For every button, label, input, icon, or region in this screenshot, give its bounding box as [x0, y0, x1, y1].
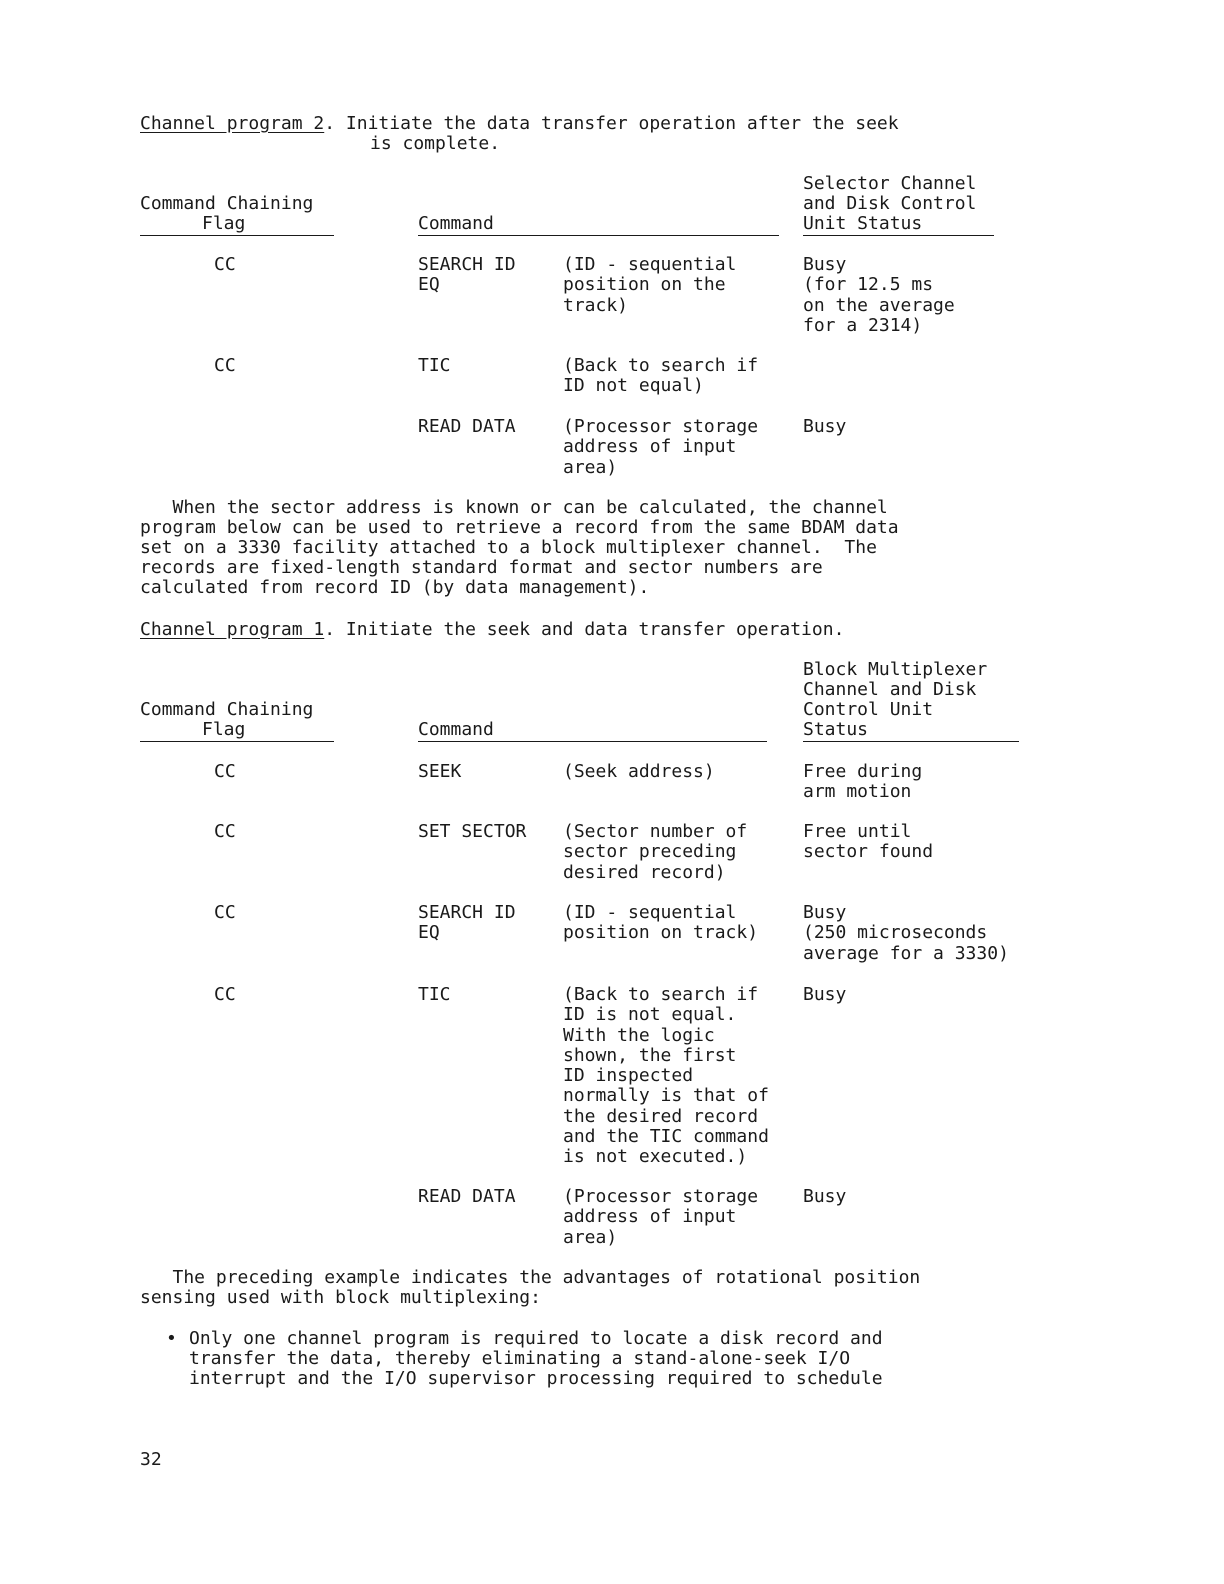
program2-row1-flag: CC [214, 254, 236, 275]
bullet-line2: transfer the data, thereby eliminating a stand-alone-seek I/O [189, 1348, 851, 1369]
program1-col-command: Command [418, 719, 494, 740]
program2-heading-text: . Initiate the data transfer operation after the seek [324, 113, 899, 134]
program1-row3-flag: CC [214, 902, 236, 923]
program1-row3-argument: (ID - sequential position on track) [563, 902, 759, 944]
program1-col-status-line1: Block Multiplexer [803, 659, 988, 680]
program2-row1-command: SEARCH ID EQ [418, 254, 516, 296]
paragraph1-line4: records are fixed-length standard format and sector numbers are [140, 557, 823, 578]
program2-row3-status: Busy [803, 416, 847, 437]
program2-heading [140, 114, 899, 134]
program1-status-rule [803, 741, 1019, 742]
program1-heading [140, 620, 844, 640]
program1-row4-argument: (Back to search if ID is not equal. With the logic shown, the first ID inspected normally is that of the desired record and the TIC command is not executed.) [563, 984, 769, 1168]
program1-col-status-line3: Control Unit [803, 699, 934, 720]
program2-col-status-line1: Selector Channel [803, 173, 977, 194]
paragraph1-line1: When the sector address is known or can be calculated, the channel [140, 497, 888, 518]
program2-status-rule [803, 235, 994, 236]
program1-row1-status: Free during arm motion [803, 761, 923, 803]
program2-row2-command: TIC [418, 355, 451, 376]
program2-label: Channel program 2 [140, 113, 325, 134]
program1-row4-command: TIC [418, 984, 451, 1005]
program2-col-flag-line2: Flag [202, 213, 246, 234]
paragraph1-line2: program below can be used to retrieve a record from the same BDAM data [140, 517, 899, 538]
program1-row3-status: Busy (250 microseconds average for a 3330) [803, 902, 1009, 964]
program2-col-command: Command [418, 213, 494, 234]
program1-flag-rule [140, 741, 334, 742]
program1-col-flag-line1: Command Chaining [140, 699, 314, 720]
program1-row5-status: Busy [803, 1186, 847, 1207]
program1-row1-command: SEEK [418, 761, 462, 782]
program2-row1-status: Busy (for 12.5 ms on the average for a 2314) [803, 254, 955, 336]
program1-row4-flag: CC [214, 984, 236, 1005]
program1-row1-flag: CC [214, 761, 236, 782]
program2-command-rule [418, 235, 779, 236]
program2-row3-argument: (Processor storage address of input area) [563, 416, 759, 478]
program1-row1-argument: (Seek address) [563, 761, 715, 782]
program1-row5-argument: (Processor storage address of input area) [563, 1186, 759, 1248]
program2-heading-cont: is complete. [370, 133, 501, 154]
program2-col-flag-line1: Command Chaining [140, 193, 314, 214]
program1-row2-argument: (Sector number of sector preceding desired record) [563, 821, 748, 883]
paragraph2-line2: sensing used with block multiplexing: [140, 1287, 541, 1308]
program2-flag-rule [140, 235, 334, 236]
paragraph2-line1: The preceding example indicates the advantages of rotational position [140, 1267, 921, 1288]
program2-col-status-line3: Unit Status [803, 213, 923, 234]
program1-col-status-line2: Channel and Disk [803, 679, 977, 700]
program1-row3-command: SEARCH ID EQ [418, 902, 516, 944]
program2-row3-command: READ DATA [418, 416, 516, 437]
program2-row2-flag: CC [214, 355, 236, 376]
program2-col-status-line2: and Disk Control [803, 193, 977, 214]
program1-col-flag-line2: Flag [202, 719, 246, 740]
bullet-mark: • [166, 1328, 177, 1349]
program1-command-rule [418, 741, 767, 742]
program1-row2-command: SET SECTOR [418, 821, 527, 842]
program1-row2-flag: CC [214, 821, 236, 842]
page-number: 32 [140, 1449, 162, 1470]
paragraph1-line5: calculated from record ID (by data management). [140, 577, 650, 598]
bullet-line1: Only one channel program is required to locate a disk record and [189, 1328, 883, 1349]
program1-row5-command: READ DATA [418, 1186, 516, 1207]
paragraph1-line3: set on a 3330 facility attached to a block multiplexer channel. The [140, 537, 877, 558]
program2-row2-argument: (Back to search if ID not equal) [563, 355, 759, 397]
program1-label: Channel program 1 [140, 619, 325, 640]
program1-col-status-line4: Status [803, 719, 869, 740]
program1-heading-text: . Initiate the seek and data transfer operation. [324, 619, 845, 640]
program1-row2-status: Free until sector found [803, 821, 934, 863]
program1-row4-status: Busy [803, 984, 847, 1005]
program2-row1-argument: (ID - sequential position on the track) [563, 254, 737, 316]
bullet-line3: interrupt and the I/O supervisor processing required to schedule [189, 1368, 883, 1389]
